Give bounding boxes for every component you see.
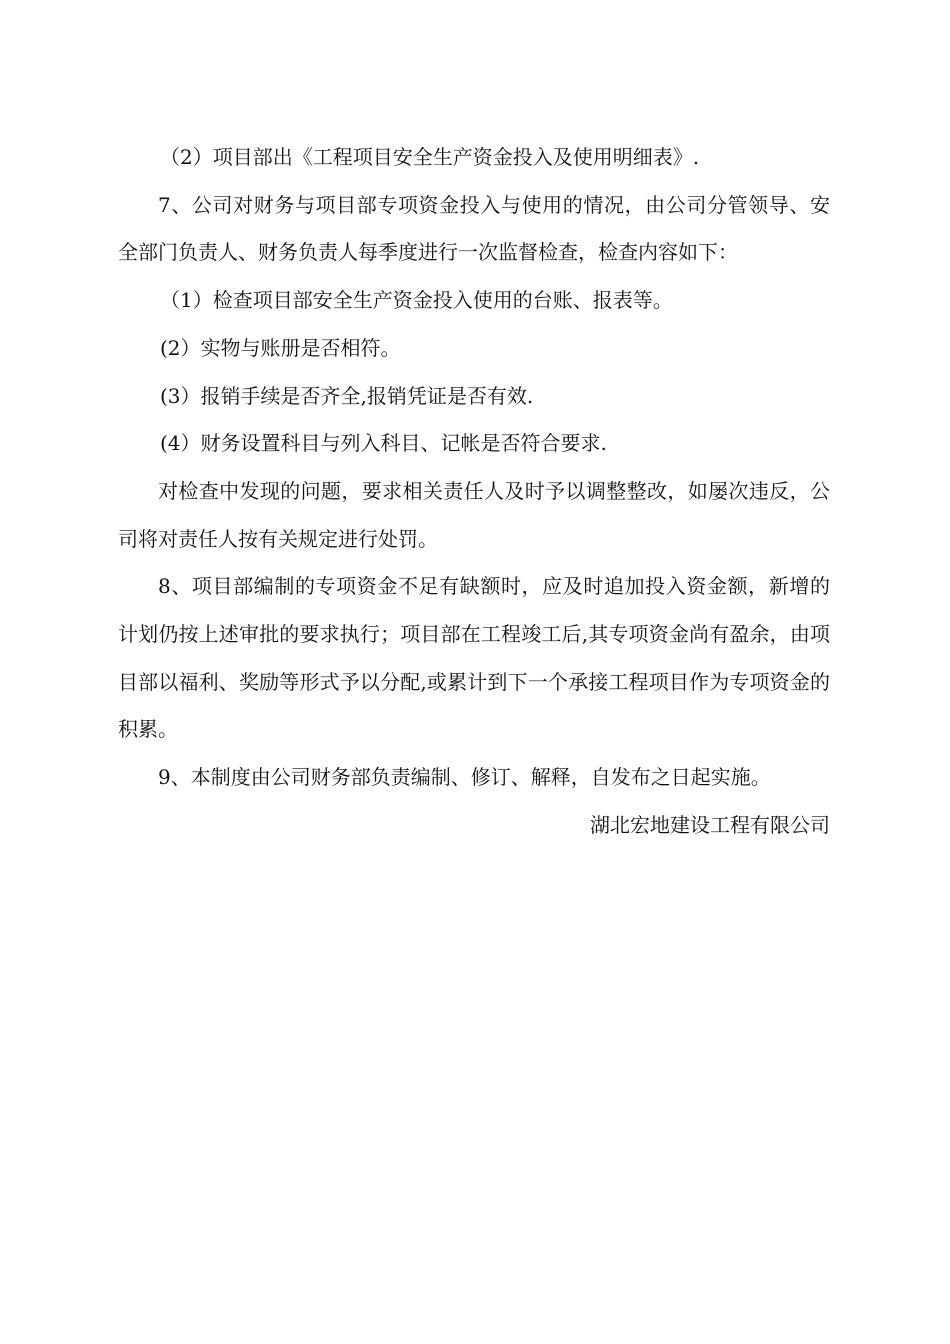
inspection-followup-paragraph: 对检查中发现的问题，要求相关责任人及时予以调整整改，如屡次违反，公司将对责任人按有关规定进行处罚。: [118, 478, 830, 551]
section-7-paragraph: 7、公司对财务与项目部专项资金投入与使用的情况，由公司分管领导、安全部门负责人、财务负责人每季度进行一次监督检查，检查内容如下：: [118, 192, 830, 265]
inspection-item-2: (2）实物与账册是否相符。: [160, 335, 401, 360]
inspection-item-4: (4）财务设置科目与列入科目、记帐是否符合要求.: [160, 431, 607, 456]
item-2-detail-table: （2）项目部出《工程项目安全生产资金投入及使用明细表》.: [160, 145, 700, 169]
document-body: [118, 134, 830, 850]
section-9-paragraph: 9、本制度由公司财务部负责编制、修订、解释，自发布之日起实施。: [158, 765, 771, 790]
inspection-item-3: (3）报销手续是否齐全,报销凭证是否有效.: [160, 383, 534, 408]
company-signature: 湖北宏地建设工程有限公司: [590, 812, 830, 837]
inspection-item-1: （1）检查项目部安全生产资金投入使用的台账、报表等。: [160, 288, 673, 313]
section-8-paragraph: 8、项目部编制的专项资金不足有缺额时，应及时追加投入资金额，新增的计划仍按上述审批的要求执行；项目部在工程竣工后,其专项资金尚有盈余，由项目部以福利、奖励等形式予以分配,或累计到下一个承接工程项目作为专项资金的积累。: [118, 574, 830, 742]
